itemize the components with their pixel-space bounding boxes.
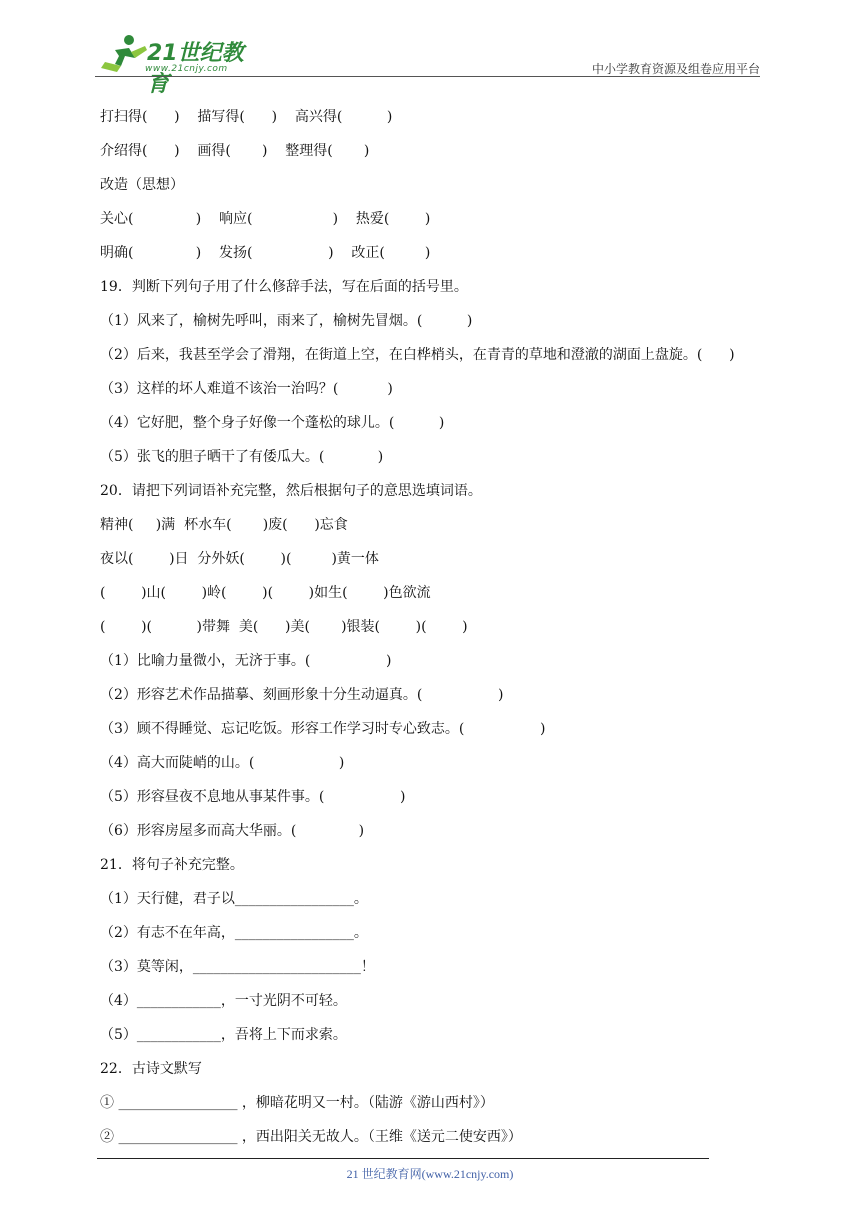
text-line: ( )山( )岭( )( )如生( )色欲流 — [100, 585, 431, 601]
text-line: （1）天行健，君子以_________________。 — [100, 891, 368, 907]
footer-divider — [97, 1158, 709, 1159]
text-line: 改造（思想） — [100, 177, 184, 193]
text-line: （4）____________，一寸光阴不可轻。 — [100, 993, 347, 1009]
text-line: （1）比喻力量微小，无济于事。( ) — [100, 653, 392, 669]
site-logo — [95, 32, 265, 97]
text-line: ( )( )带舞 美( )美( )银装( )( ) — [100, 619, 468, 635]
exercise-content — [100, 100, 770, 1154]
text-line: （3）顾不得睡觉、忘记吃饭。形容工作学习时专心致志。( ) — [100, 721, 546, 737]
text-line: 夜以( )日 分外妖( )( )黄一体 — [100, 551, 379, 567]
logo-text: 21世纪教育 — [147, 41, 244, 97]
page-footer[interactable]: 21 世纪教育网(www.21cnjy.com) — [346, 1167, 514, 1181]
text-line: 21．将句子补充完整。 — [100, 857, 244, 873]
text-line: （5）形容昼夜不息地从事某件事。( ) — [100, 789, 406, 805]
page-header — [95, 30, 760, 97]
logo-url: www.21cnjy.com — [145, 64, 228, 74]
text-line: （2）后来，我甚至学会了滑翔，在街道上空，在白桦梢头，在青青的草地和澄澈的湖面上盘旋。( ) — [100, 347, 735, 363]
platform-name: 中小学教育资源及组卷应用平台 — [591, 62, 760, 76]
header-divider — [95, 76, 760, 77]
text-line: 关心( ) 响应( ) 热爱( ) — [100, 211, 431, 227]
text-line: 22．古诗文默写 — [100, 1061, 202, 1077]
text-line: ② _________________ ，西出阳关无故人。（王维《送元二使安西》） — [100, 1129, 522, 1145]
text-line: 精神( )满 杯水车( )废( )忘食 — [100, 517, 348, 533]
text-line: 明确( ) 发扬( ) 改正( ) — [100, 245, 431, 261]
text-line: （5）张飞的胆子晒干了有倭瓜大。( ) — [100, 449, 384, 465]
text-line: 20．请把下列词语补充完整，然后根据句子的意思选填词语。 — [100, 483, 482, 499]
text-line: ① _________________ ，柳暗花明又一村。（陆游《游山西村》） — [100, 1095, 494, 1111]
text-line: （2）有志不在年高，_________________。 — [100, 925, 368, 941]
runner-logo-icon — [95, 32, 151, 76]
text-line: （1）风来了，榆树先呼叫，雨来了，榆树先冒烟。( ) — [100, 313, 473, 329]
text-line: （4）高大而陡峭的山。( ) — [100, 755, 345, 771]
text-line: 19．判断下列句子用了什么修辞手法，写在后面的括号里。 — [100, 279, 468, 295]
text-line: （6）形容房屋多而高大华丽。( ) — [100, 823, 365, 839]
text-line: 打扫得( ) 描写得( ) 高兴得( ) — [100, 109, 393, 125]
text-line: （3）这样的坏人难道不该治一治吗？( ) — [100, 381, 393, 397]
text-line: （2）形容艺术作品描摹、刻画形象十分生动逼真。( ) — [100, 687, 504, 703]
text-line: 介绍得( ) 画得( ) 整理得( ) — [100, 143, 370, 159]
text-line: （4）它好肥，整个身子好像一个蓬松的球儿。( ) — [100, 415, 445, 431]
text-line: （5）____________，吾将上下而求索。 — [100, 1027, 347, 1043]
text-line: （3）莫等闲，________________________！ — [100, 959, 375, 975]
